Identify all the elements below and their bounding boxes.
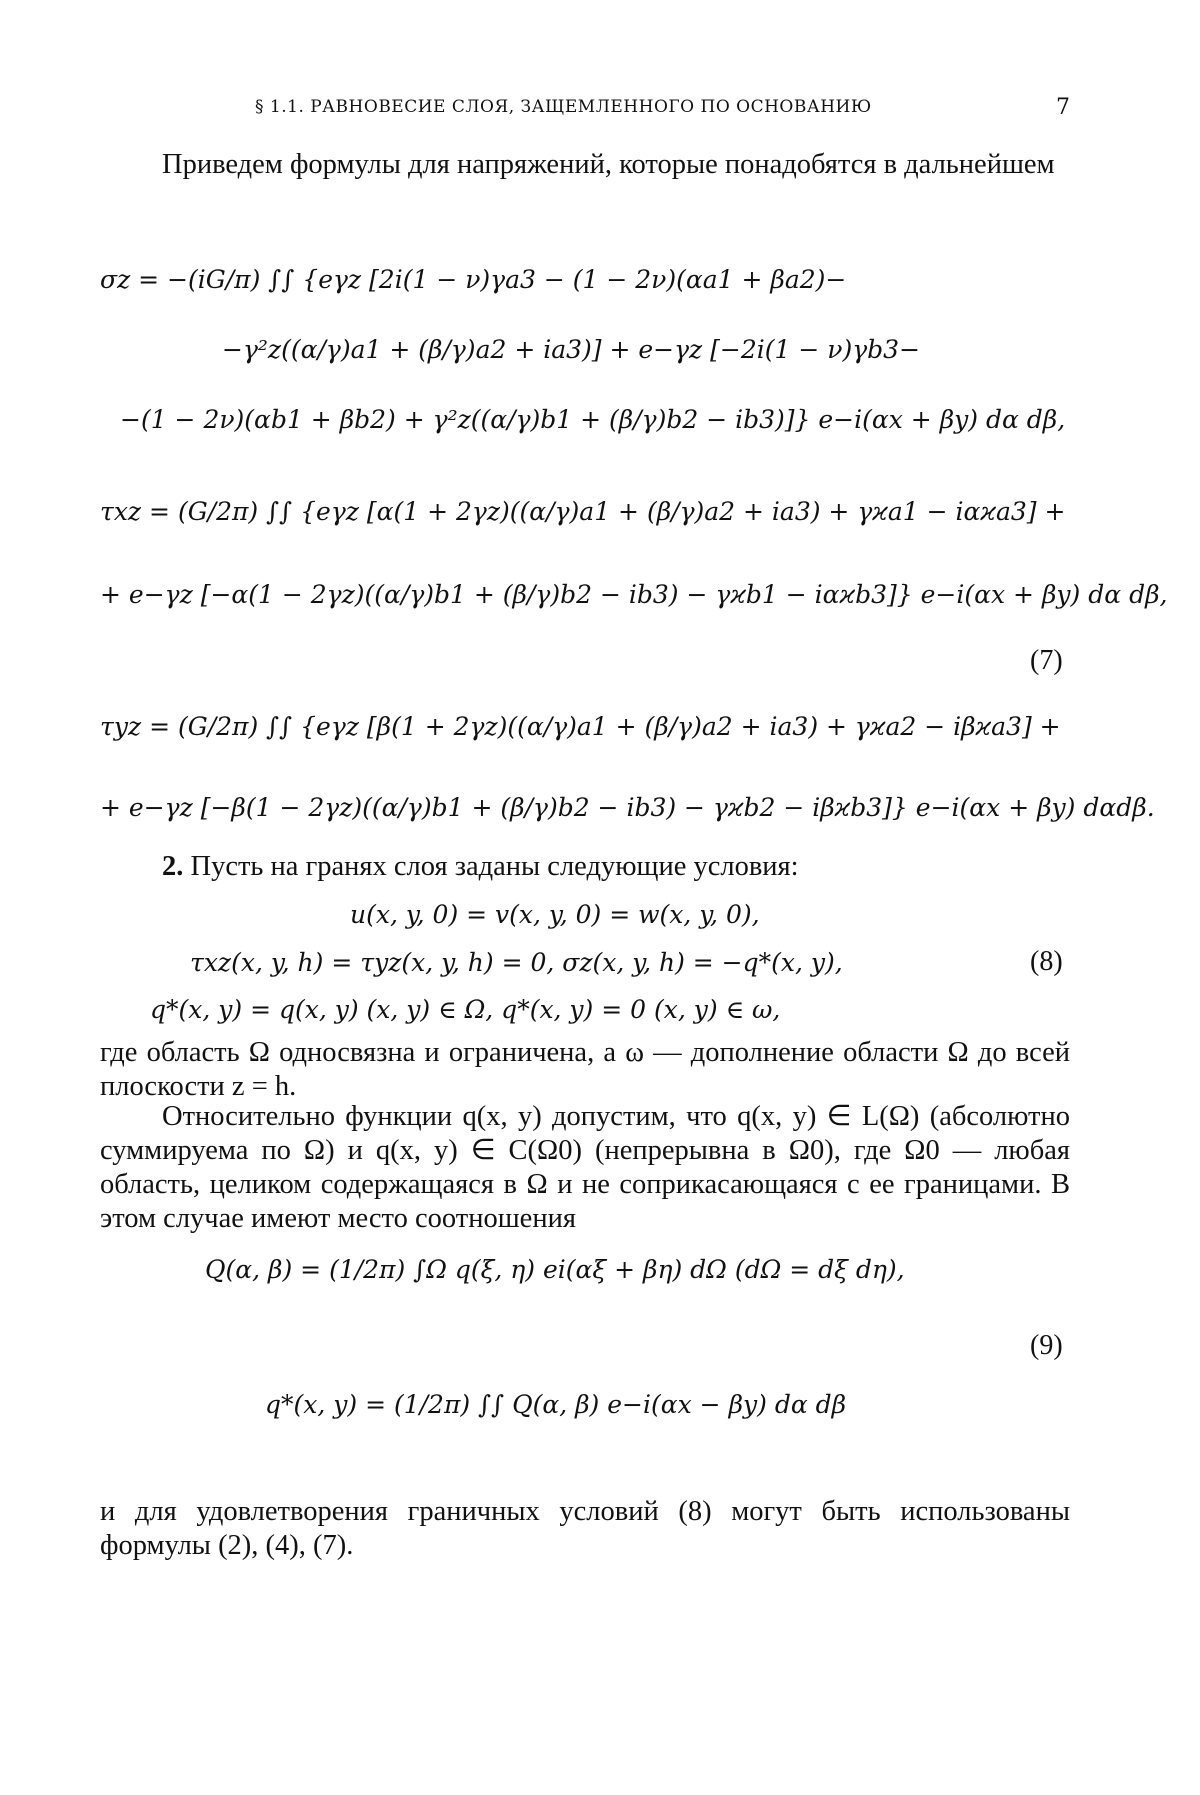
equation-number-8: (8) xyxy=(1030,946,1063,977)
sigma-z-line-3: −(1 − 2ν)(αb1 + βb2) + γ²z((α/γ)b1 + (β/γ)b2 − ib3)]} e−i(αx + βy) dα dβ, xyxy=(120,405,1066,434)
tau-yz-line-1: τyz = (G/2π) ∫∫ {eγz [β(1 + 2γz)((α/γ)a1 + (β/γ)a2 + ia3) + γϰa2 − iβϰa3] + xyxy=(100,712,1061,741)
section-2-intro xyxy=(162,850,1067,884)
tau-xz-line-1: τxz = (G/2π) ∫∫ {eγz [α(1 + 2γz)((α/γ)a1 + (β/γ)a2 + ia3) + γϰa1 − iαϰa3] + xyxy=(100,497,1066,526)
condition-line-3: q*(x, y) = q(x, y) (x, y) ∈ Ω, q*(x, y) = 0 (x, y) ∈ ω, xyxy=(150,995,781,1024)
running-title: § 1.1. РАВНОВЕСИЕ СЛОЯ, ЗАЩЕМЛЕННОГО ПО ОСНОВАНИЮ xyxy=(255,97,872,117)
tau-yz-line-2: + e−γz [−β(1 − 2γz)((α/γ)b1 + (β/γ)b2 − ib3) − γϰb2 − iβϰb3]} e−i(αx + βy) dαdβ. xyxy=(100,793,1155,822)
fourier-line-1: Q(α, β) = (1/2π) ∫Ω q(ξ, η) ei(αξ + βη) dΩ (dΩ = dξ dη), xyxy=(205,1255,905,1284)
intro-paragraph: Приведем формулы для напряжений, которые понадобятся в дальнейшем xyxy=(162,149,1055,180)
fourier-line-2: q*(x, y) = (1/2π) ∫∫ Q(α, β) e−i(αx − βy) dα dβ xyxy=(265,1390,847,1419)
tau-xz-line-2: + e−γz [−α(1 − 2γz)((α/γ)b1 + (β/γ)b2 − ib3) − γϰb1 − iαϰb3]} e−i(αx + βy) dα dβ, xyxy=(100,580,1168,609)
domain-paragraph: где область Ω односвязна и ограничена, а ω — дополнение области Ω до всей плоскости z = h. xyxy=(100,1037,1070,1102)
sigma-z-line-1: σz = −(iG/π) ∫∫ {eγz [2i(1 − ν)γa3 − (1 − 2ν)(αa1 + βa2)− xyxy=(100,265,847,294)
condition-line-1: u(x, y, 0) = v(x, y, 0) = w(x, y, 0), xyxy=(350,900,760,929)
equation-number-7: (7) xyxy=(1030,645,1063,676)
condition-line-2: τxz(x, y, h) = τyz(x, y, h) = 0, σz(x, y, h) = −q*(x, y), xyxy=(190,948,843,977)
function-paragraph: Относительно функции q(x, y) допустим, что q(x, y) ∈ L(Ω) (абсолютно суммируема по Ω) и q(x, y) ∈ C(Ω0) (непрерывна в Ω0), где Ω0 — любая область, целиком содержащаяся в Ω и не соприкасающаяся с ее границами. В этом случае имеют место соотношения xyxy=(100,1101,1070,1234)
equation-number-9: (9) xyxy=(1030,1330,1063,1361)
section-2-text: Пусть на гранях слоя заданы следующие условия: xyxy=(190,851,799,882)
page-header xyxy=(100,95,1070,125)
sigma-z-line-2: −γ²z((α/γ)a1 + (β/γ)a2 + ia3)] + e−γz [−2i(1 − ν)γb3− xyxy=(222,335,921,364)
page-number: 7 xyxy=(1056,95,1070,120)
section-number: 2. xyxy=(162,851,184,882)
closing-paragraph: и для удовлетворения граничных условий (8) могут быть использованы формулы (2), (4), (7). xyxy=(100,1496,1070,1561)
